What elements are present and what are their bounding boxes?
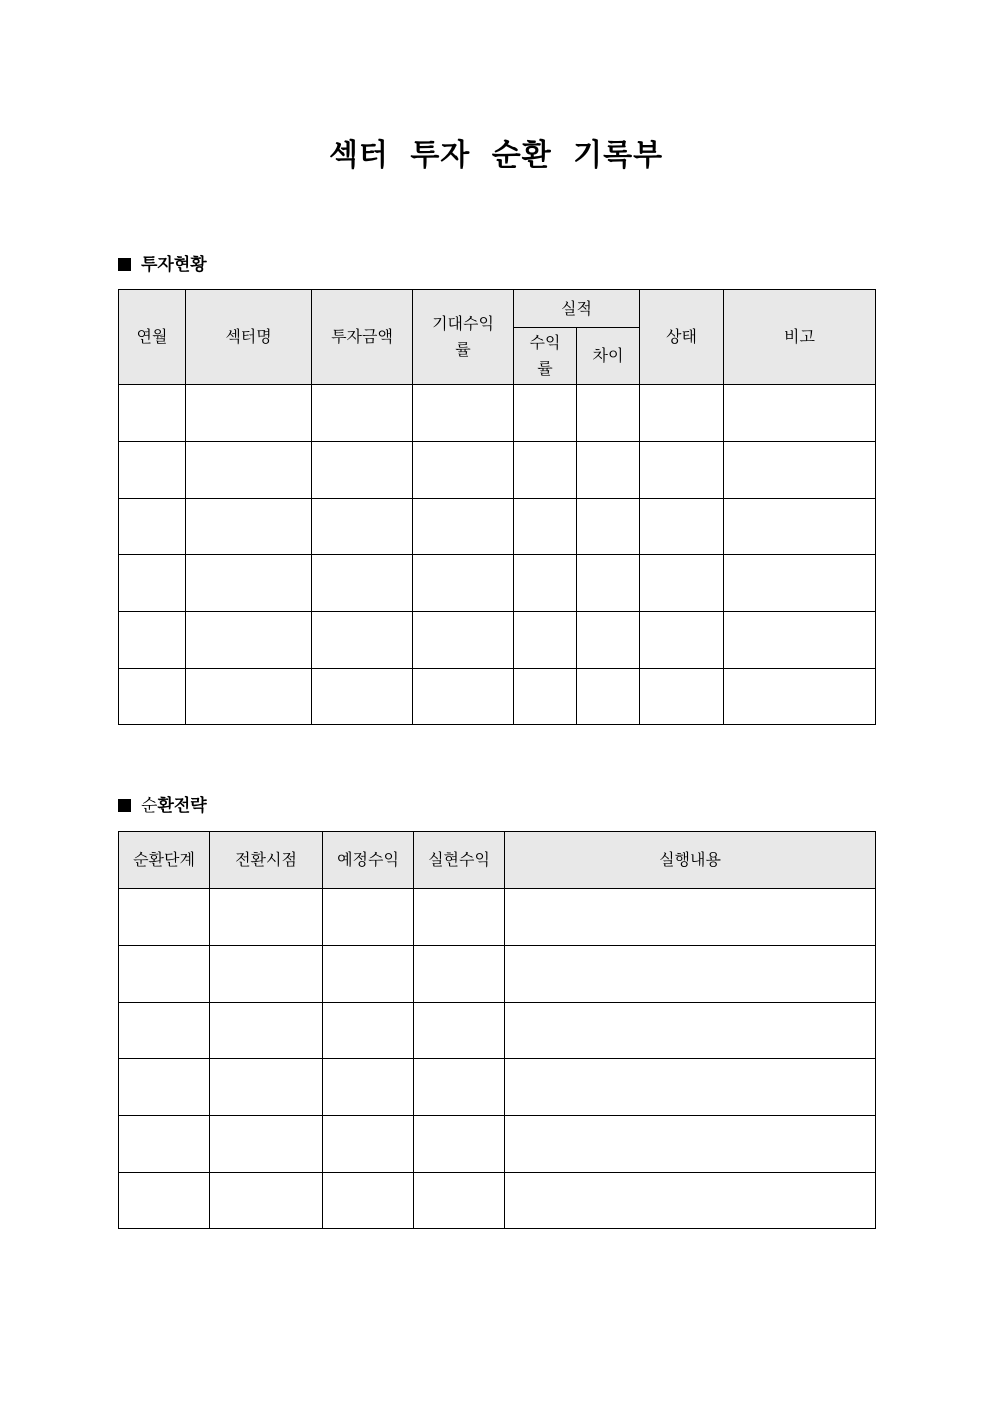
header-sector: 섹터명	[186, 290, 312, 385]
cell-sector[interactable]	[186, 669, 312, 725]
table-row	[119, 946, 876, 1003]
table-row	[119, 1003, 876, 1059]
cell-realized-return[interactable]	[414, 889, 505, 946]
cell-actual-return[interactable]	[514, 442, 577, 499]
header-action: 실행내용	[505, 832, 876, 889]
cell-expected-return[interactable]	[413, 499, 514, 555]
cell-realized-return[interactable]	[414, 946, 505, 1003]
cell-actual-return[interactable]	[514, 612, 577, 669]
cell-sector[interactable]	[186, 442, 312, 499]
table-row	[119, 1059, 876, 1116]
cell-difference[interactable]	[577, 499, 640, 555]
cell-realized-return[interactable]	[414, 1059, 505, 1116]
cell-remarks[interactable]	[724, 499, 876, 555]
cell-amount[interactable]	[312, 555, 413, 612]
cell-status[interactable]	[640, 555, 724, 612]
cell-timing[interactable]	[210, 889, 323, 946]
cell-remarks[interactable]	[724, 669, 876, 725]
cell-actual-return[interactable]	[514, 555, 577, 612]
cell-expected-return[interactable]	[413, 385, 514, 442]
header-planned-return: 예정수익	[323, 832, 414, 889]
cell-realized-return[interactable]	[414, 1173, 505, 1229]
cell-status[interactable]	[640, 499, 724, 555]
cell-expected-return[interactable]	[413, 442, 514, 499]
cell-month[interactable]	[119, 442, 186, 499]
header-expected-return-label: 기대수익률	[432, 314, 494, 359]
table-row	[119, 1173, 876, 1229]
cell-timing[interactable]	[210, 1116, 323, 1173]
table-row	[119, 385, 876, 442]
cell-remarks[interactable]	[724, 442, 876, 499]
cell-realized-return[interactable]	[414, 1116, 505, 1173]
cell-stage[interactable]	[119, 1173, 210, 1229]
cell-stage[interactable]	[119, 1116, 210, 1173]
cell-remarks[interactable]	[724, 555, 876, 612]
cell-sector[interactable]	[186, 612, 312, 669]
table-row	[119, 1116, 876, 1173]
header-remarks: 비고	[724, 290, 876, 385]
table-row	[119, 555, 876, 612]
cell-realized-return[interactable]	[414, 1003, 505, 1059]
cell-month[interactable]	[119, 385, 186, 442]
cell-status[interactable]	[640, 385, 724, 442]
cell-sector[interactable]	[186, 385, 312, 442]
cell-timing[interactable]	[210, 1173, 323, 1229]
cell-planned-return[interactable]	[323, 1003, 414, 1059]
cell-planned-return[interactable]	[323, 1059, 414, 1116]
cell-month[interactable]	[119, 555, 186, 612]
header-actual-return	[514, 328, 577, 385]
investment-section-title: 투자현황	[141, 255, 207, 275]
cell-action[interactable]	[505, 946, 876, 1003]
cell-amount[interactable]	[312, 385, 413, 442]
cell-status[interactable]	[640, 612, 724, 669]
cell-timing[interactable]	[210, 946, 323, 1003]
cell-difference[interactable]	[577, 555, 640, 612]
document-title: 섹터 투자 순환 기록부	[328, 138, 664, 173]
table-row	[119, 442, 876, 499]
cell-amount[interactable]	[312, 612, 413, 669]
cell-month[interactable]	[119, 499, 186, 555]
table-row	[119, 499, 876, 555]
cell-amount[interactable]	[312, 669, 413, 725]
cell-difference[interactable]	[577, 612, 640, 669]
cell-actual-return[interactable]	[514, 669, 577, 725]
header-expected-return	[413, 290, 514, 385]
investment-table	[118, 289, 876, 725]
cell-action[interactable]	[505, 1003, 876, 1059]
cell-month[interactable]	[119, 612, 186, 669]
investment-section-heading	[118, 254, 207, 276]
square-bullet-icon	[118, 258, 131, 271]
square-bullet-icon	[118, 799, 131, 812]
strategy-section-heading	[118, 795, 207, 817]
header-stage: 순환단계	[119, 832, 210, 889]
strategy-table	[118, 831, 876, 1229]
table-row	[119, 889, 876, 946]
cell-amount[interactable]	[312, 499, 413, 555]
cell-action[interactable]	[505, 1173, 876, 1229]
cell-action[interactable]	[505, 1116, 876, 1173]
cell-action[interactable]	[505, 889, 876, 946]
cell-planned-return[interactable]	[323, 1116, 414, 1173]
cell-timing[interactable]	[210, 1003, 323, 1059]
header-performance: 실적	[514, 290, 640, 328]
header-timing: 전환시점	[210, 832, 323, 889]
cell-stage[interactable]	[119, 946, 210, 1003]
header-month: 연월	[119, 290, 186, 385]
cell-expected-return[interactable]	[413, 669, 514, 725]
cell-stage[interactable]	[119, 1059, 210, 1116]
header-status: 상태	[640, 290, 724, 385]
cell-difference[interactable]	[577, 442, 640, 499]
cell-expected-return[interactable]	[413, 612, 514, 669]
table-row	[119, 612, 876, 669]
cell-stage[interactable]	[119, 889, 210, 946]
cell-planned-return[interactable]	[323, 1173, 414, 1229]
header-amount: 투자금액	[312, 290, 413, 385]
cell-remarks[interactable]	[724, 385, 876, 442]
header-difference: 차이	[577, 328, 640, 385]
cell-action[interactable]	[505, 1059, 876, 1116]
cell-month[interactable]	[119, 669, 186, 725]
cell-planned-return[interactable]	[323, 946, 414, 1003]
strategy-section-title-rest: 환전략	[157, 796, 207, 816]
cell-status[interactable]	[640, 442, 724, 499]
cell-remarks[interactable]	[724, 612, 876, 669]
cell-timing[interactable]	[210, 1059, 323, 1116]
header-actual-return-label: 수익률	[529, 333, 561, 378]
cell-status[interactable]	[640, 669, 724, 725]
cell-sector[interactable]	[186, 555, 312, 612]
cell-expected-return[interactable]	[413, 555, 514, 612]
cell-sector[interactable]	[186, 499, 312, 555]
table-row	[119, 669, 876, 725]
cell-difference[interactable]	[577, 385, 640, 442]
strategy-section-title-prefix: 순	[141, 796, 158, 816]
cell-actual-return[interactable]	[514, 499, 577, 555]
header-realized-return: 실현수익	[414, 832, 505, 889]
cell-stage[interactable]	[119, 1003, 210, 1059]
cell-amount[interactable]	[312, 442, 413, 499]
cell-actual-return[interactable]	[514, 385, 577, 442]
cell-planned-return[interactable]	[323, 889, 414, 946]
cell-difference[interactable]	[577, 669, 640, 725]
